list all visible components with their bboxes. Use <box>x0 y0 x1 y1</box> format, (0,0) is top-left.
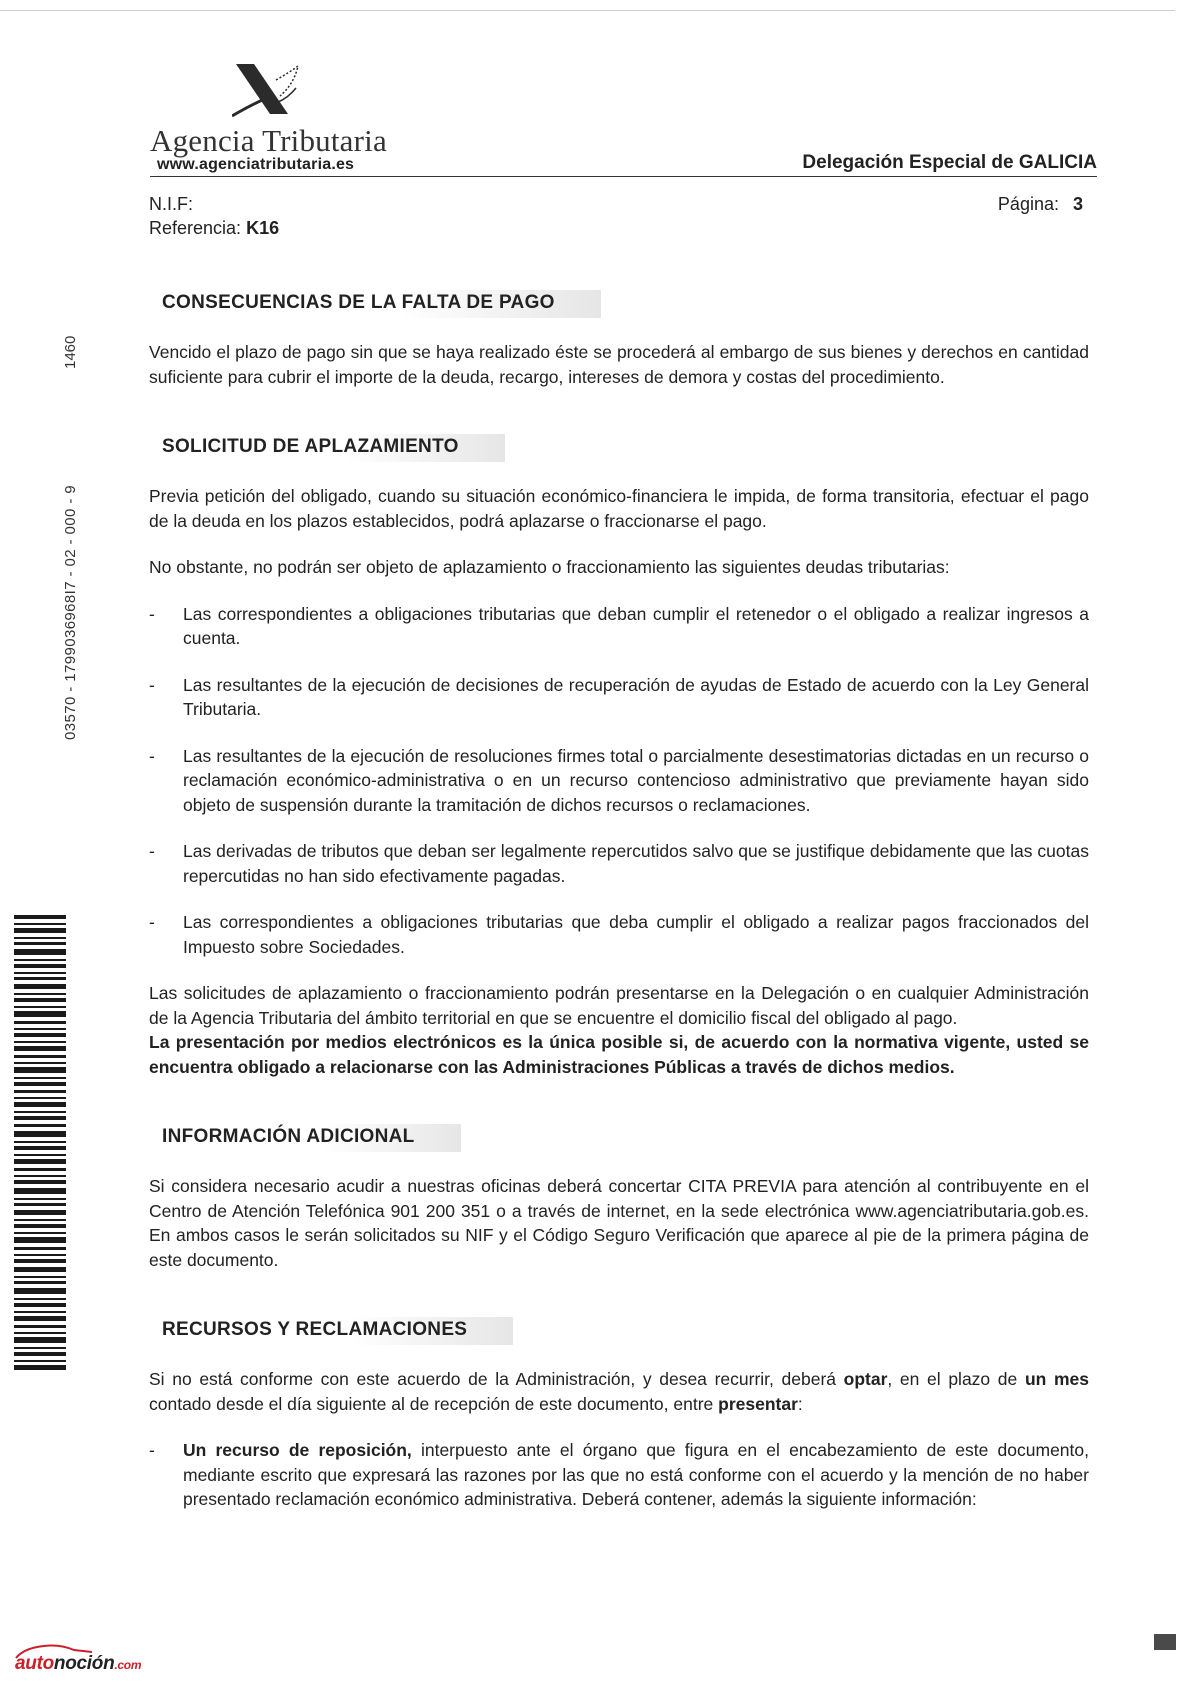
recurso-reposicion-label: Un recurso de reposición, <box>183 1440 412 1460</box>
side-document-code: 03570 - 1799036968I7 - 02 - 000 - 9 <box>62 484 79 740</box>
section-title-recursos: RECURSOS Y RECLAMACIONES <box>155 1317 513 1345</box>
recursos-text-a: Si no está conforme con este acuerdo de la Administración, y desea recurrir, deberá <box>149 1369 844 1389</box>
referencia-line <box>149 218 279 239</box>
section-title-aplazamiento: SOLICITUD DE APLAZAMIENTO <box>155 434 505 462</box>
section-title-consecuencias: CONSECUENCIAS DE LA FALTA DE PAGO <box>155 290 601 318</box>
top-border <box>0 10 1175 11</box>
paragraph-aplazamiento-3: Las solicitudes de aplazamiento o fraccionamiento podrán presentarse en la Delegación o en cualquier Administración de la Agencia Tributaria del ámbito territorial en que se encuentre el domicilio fiscal del obligado al pago. <box>149 983 1089 1028</box>
corner-mark <box>1154 1634 1176 1650</box>
referencia-value: K16 <box>246 218 280 238</box>
recursos-text-c: , en el plazo de <box>887 1369 1025 1389</box>
page-label: Página: <box>997 194 1059 214</box>
list-item: - Las correspondientes a obligaciones tributarias que deban cumplir el retenedor o el obligado a realizar ingresos a cuenta. <box>149 602 1089 651</box>
list-item: - Las correspondientes a obligaciones tributarias que deba cumplir el obligado a realizar pagos fraccionados del Impuesto sobre Sociedades. <box>149 910 1089 959</box>
document-body <box>149 290 1089 1512</box>
nif-label: N.I.F: <box>149 194 193 214</box>
paragraph-informacion: Si considera necesario acudir a nuestras oficinas deberá concertar CITA PREVIA para atención al contribuyente en el Centro de Atención Telefónica 901 200 351 o a través de internet, en la sede electrónica www.agenciatributaria.gob.es. En ambos casos le serán solicitados su NIF y el Código Seguro Verificación que aparece al pie de la primera página de este documento. <box>149 1176 1089 1270</box>
recursos-list <box>149 1438 1089 1512</box>
page-indicator <box>998 194 1083 215</box>
recurso-reposicion-text: interpuesto ante el órgano que figura en el encabezamiento de este documento, mediante escrito que expresará las razones por las que no está conforme con el acuerdo y la mención de no haber presentado reclamación económico administrativa. Deberá contener, además la siguiente información: <box>183 1440 1089 1509</box>
recursos-text-e: contado desde el día siguiente al de recepción de este documento, entre <box>149 1393 719 1414</box>
agencia-tributaria-logo-icon <box>232 62 304 122</box>
paragraph-consecuencias: Vencido el plazo de pago sin que se haya realizado éste se procederá al embargo de sus bienes y derechos en cantidad suficiente para cubrir el importe de la deuda, recargo, intereses de demora y costas del procedimiento. <box>149 342 1089 387</box>
watermark-part-a: auto <box>15 1653 54 1674</box>
agency-url: www.agenciatributaria.es <box>157 156 355 173</box>
side-number: 1460 <box>62 335 79 369</box>
agency-name: Agencia Tributaria <box>150 123 387 158</box>
watermark-part-c: .com <box>114 1658 142 1672</box>
list-item: - Las resultantes de la ejecución de decisiones de recuperación de ayudas de Estado de acuerdo con la Ley General Tributaria. <box>149 673 1089 722</box>
recursos-presentar: presentar <box>718 1393 798 1414</box>
nif-line <box>149 194 193 215</box>
paragraph-aplazamiento-electronic: La presentación por medios electrónicos es la única posible si, de acuerdo con la normativa vigente, usted se encuentra obligado a relacionarse con las Administraciones Públicas a través de dichos medios. <box>149 1032 1089 1077</box>
list-item: - Las derivadas de tributos que deban ser legalmente repercutidos salvo que se justifique debidamente que las cuotas repercutidas no han sido efectivamente pagadas. <box>149 839 1089 888</box>
watermark-brand <box>15 1653 141 1675</box>
section-title-informacion: INFORMACIÓN ADICIONAL <box>155 1124 461 1152</box>
recursos-text-g: : <box>797 1393 803 1414</box>
recursos-optar: optar <box>843 1369 888 1389</box>
page-number: 3 <box>1072 194 1083 214</box>
recursos-un-mes: un mes <box>1024 1369 1089 1389</box>
list-item: - Las resultantes de la ejecución de resoluciones firmes total o parcialmente desestimatorias dictadas en un recurso o reclamación económico-administrativa o en un recurso contencioso administrativo que previamente hayan sido objeto de suspensión durante la tramitación de dichos recursos o reclamaciones. <box>149 744 1089 818</box>
watermark-part-b: noción <box>53 1653 115 1674</box>
delegation-name: Delegación Especial de GALICIA <box>802 152 1097 173</box>
barcode-icon <box>14 915 66 1370</box>
paragraph-aplazamiento-2: No obstante, no podrán ser objeto de aplazamiento o fraccionamiento las siguientes deudas tributarias: <box>149 557 950 577</box>
referencia-label: Referencia: <box>149 218 242 238</box>
list-item <box>149 1438 1089 1512</box>
paragraph-aplazamiento-1: Previa petición del obligado, cuando su situación económico-financiera le impida, de forma transitoria, efectuar el pago de la deuda en los plazos establecidos, podrá aplazarse o fraccionarse el pago. <box>149 486 1089 531</box>
deudas-list <box>149 602 1089 960</box>
header-rule <box>150 176 1097 177</box>
paragraph-recursos <box>149 1367 1089 1416</box>
